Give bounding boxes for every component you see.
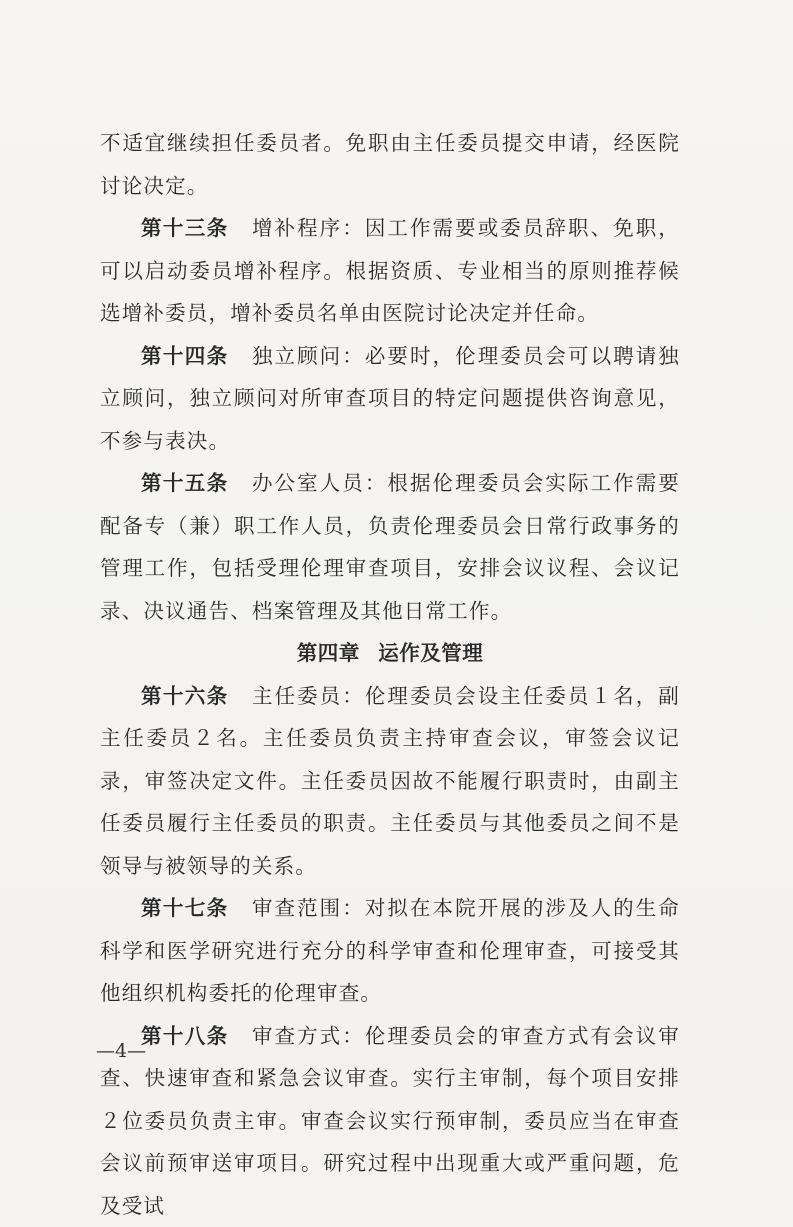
article-label: 第十八条 <box>141 1024 229 1048</box>
article-text: 审查范围：对拟在本院开展的涉及人的生命科学和医学研究进行充分的科学审查和伦理审查，可接受其他组织机构委托的伦理审查。 <box>100 896 680 1005</box>
article-label: 第十三条 <box>141 216 229 240</box>
chapter-title: 运作及管理 <box>378 641 483 665</box>
paragraph-text: 不适宜继续担任委员者。免职由主任委员提交申请，经医院讨论决定。 <box>100 131 680 198</box>
paragraph-continuation <box>100 122 680 207</box>
document-body <box>100 122 680 1227</box>
article-text: 办公室人员：根据伦理委员会实际工作需要配备专（兼）职工作人员，负责伦理委员会日常行政事务的管理工作，包括受理伦理审查项目，安排会议议程、会议记录、决议通告、档案管理及其他日常工作。 <box>100 471 680 623</box>
chapter-number: 第四章 <box>297 641 360 665</box>
article-16 <box>100 675 680 888</box>
article-label: 第十七条 <box>141 896 229 920</box>
article-text: 增补程序：因工作需要或委员辞职、免职，可以启动委员增补程序。根据资质、专业相当的原则推荐候选增补委员，增补委员名单由医院讨论决定并任命。 <box>100 216 680 325</box>
article-15 <box>100 462 680 632</box>
chapter-heading <box>100 632 680 675</box>
article-17 <box>100 887 680 1015</box>
article-label: 第十四条 <box>141 344 229 368</box>
article-text: 主任委员：伦理委员会设主任委员１名，副主任委员２名。主任委员负责主持审查会议，审签会议记录，审签决定文件。主任委员因故不能履行职责时，由副主任委员履行主任委员的职责。主任委员与其他委员之间不是领导与被领导的关系。 <box>100 684 680 878</box>
article-14 <box>100 335 680 463</box>
article-label: 第十六条 <box>141 684 229 708</box>
article-13 <box>100 207 680 335</box>
page-number: —4— <box>96 1040 146 1062</box>
article-text: 独立顾问：必要时，伦理委员会可以聘请独立顾问，独立顾问对所审查项目的特定问题提供咨询意见，不参与表决。 <box>100 344 680 453</box>
article-text: 审查方式：伦理委员会的审查方式有会议审查、快速审查和紧急会议审查。实行主审制，每个项目安排２位委员负责主审。审查会议实行预审制，委员应当在审查会议前预审送审项目。研究过程中出现重大或严重问题，危及受试 <box>100 1024 680 1218</box>
article-label: 第十五条 <box>141 471 229 495</box>
